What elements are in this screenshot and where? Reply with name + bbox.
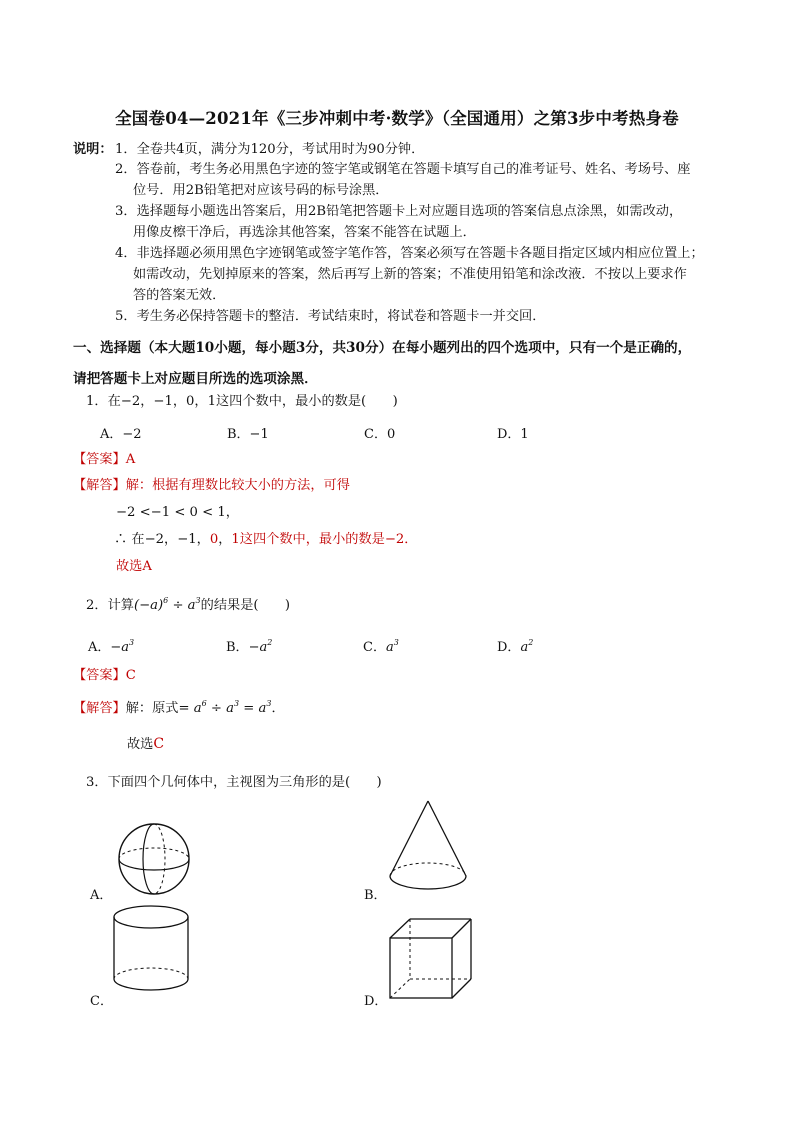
q2-choose-value: C (153, 736, 165, 752)
q2-option-c (363, 636, 399, 655)
question-1-stem: 1．在−2，−1，0，1这四个数中，最小的数是( ) (86, 394, 398, 409)
q1-step2-prefix: ∴ 在−2，−1， (114, 532, 210, 547)
q2-stem-prefix: 2．计算 (86, 598, 134, 613)
q2-option-d-expr: $a^2$ (520, 638, 534, 655)
q1-choose (116, 557, 152, 577)
q2-option-b-label: B． (226, 640, 249, 655)
q2-stem-suffix: 的结果是( ) (200, 598, 291, 613)
q2-solution-expr: = $a^6 \div a^3 = a^3$ (178, 699, 272, 716)
cylinder-icon (108, 903, 194, 999)
q1-option-c: C．0 (364, 427, 396, 442)
question-3-stem: 3．下面四个几何体中，主视图为三角形的是( ) (86, 775, 382, 790)
q1-step2-mid: ， (218, 532, 232, 547)
q2-solution-text: 解：原式 (125, 701, 179, 716)
section-heading-1: 一、选择题（本大题10小题，每小题3分，共30分）在每小题列出的四个选项中，只有一个是正确的， (73, 340, 692, 356)
q1-step-2 (114, 530, 418, 550)
q2-option-d-label: D． (497, 640, 521, 655)
section-heading-2: 请把答题卡上对应题目所选的选项涂黑． (73, 371, 318, 387)
q1-solution-label: 【解答】 (73, 478, 126, 493)
q1-option-b: B．−1 (227, 427, 269, 442)
q3-option-b: B． (364, 888, 387, 903)
question-2-stem (86, 596, 290, 616)
q2-option-c-expr: $a^3$ (385, 638, 399, 655)
cube-icon (385, 913, 475, 1003)
q2-answer-label: 【答案】 (73, 668, 126, 683)
q2-option-c-label: C． (363, 640, 386, 655)
q2-option-a (88, 636, 134, 655)
q2-option-b (226, 636, 272, 655)
q1-choose-value: A (142, 559, 152, 574)
q3-option-c: C． (90, 994, 113, 1009)
q1-solution-text: 解：根据有理数比较大小的方法，可得 (125, 478, 350, 493)
q1-step2-suffix: 这四个数中，最小的数是−2． (239, 532, 418, 547)
q1-solution (73, 476, 350, 496)
q2-solution-label: 【解答】 (73, 701, 126, 716)
instruction-4c: 答的答案无效． (133, 288, 226, 303)
q1-option-a: A．−2 (100, 427, 142, 442)
q1-step-1: −2 <−1 < 0 < 1， (116, 505, 239, 520)
q1-step2-one: 1 (231, 532, 240, 547)
instruction-4b: 如需改动，先划掉原来的答案，然后再写上新的答案；不准使用铅笔和涂改液．不按以上要求作 (133, 267, 687, 282)
q1-answer-value: A (125, 452, 136, 467)
q1-option-d: D．1 (497, 427, 529, 442)
q2-choose (127, 734, 164, 755)
q3-option-a: A． (90, 888, 113, 903)
q2-answer-value: C (125, 668, 136, 683)
q2-answer (73, 666, 136, 686)
instruction-3b: 用像皮檫干净后，再选涂其他答案，答案不能答在试题上． (133, 225, 476, 240)
q3-option-d: D． (364, 994, 388, 1009)
q2-expression: $(-a)^6 \div a^3$ (133, 596, 201, 613)
instruction-5: 5．考生务必保持答题卡的整洁．考试结束时，将试卷和答题卡一并交回． (115, 309, 546, 324)
sphere-icon (110, 818, 202, 898)
instructions-label: 说明： (73, 142, 113, 157)
cone-icon (385, 796, 471, 896)
q1-answer-label: 【答案】 (73, 452, 126, 467)
page-title: 全国卷04—2021年《三步冲刺中考·数学》（全国通用）之第3步中考热身卷 (115, 109, 679, 128)
q2-option-a-expr: $-a^3$ (110, 638, 135, 655)
q1-choose-label: 故选 (116, 559, 143, 574)
q2-option-d (497, 636, 533, 655)
q2-option-a-label: A． (88, 640, 111, 655)
q2-solution: 【解答】解：原式= $a^6 \div a^3 = a^3$． (73, 699, 285, 716)
q2-choose-label: 故选 (127, 737, 154, 752)
q2-option-b-expr: $-a^2$ (248, 638, 273, 655)
instruction-4a: 4．非选择题必须用黑色字迹钢笔或签字笔作答，答案必须写在答题卡各题目指定区域内相应位置上； (115, 246, 704, 261)
q1-answer (73, 450, 135, 470)
instruction-3a: 3．选择题每小题选出答案后，用2B铅笔把答题卡上对应题目选项的答案信息点涂黑，如需改动， (115, 204, 683, 219)
instruction-1: 1．全卷共4页，满分为120分，考试用时为90分钟． (115, 142, 425, 157)
instruction-2b: 位号．用2B铅笔把对应该号码的标号涂黑． (133, 183, 389, 198)
instruction-2a: 2．答卷前，考生务必用黑色字迹的签字笔或钢笔在答题卡填写自己的准考证号、姓名、考场号、座 (115, 162, 691, 177)
q1-step2-zero: 0 (209, 532, 219, 547)
